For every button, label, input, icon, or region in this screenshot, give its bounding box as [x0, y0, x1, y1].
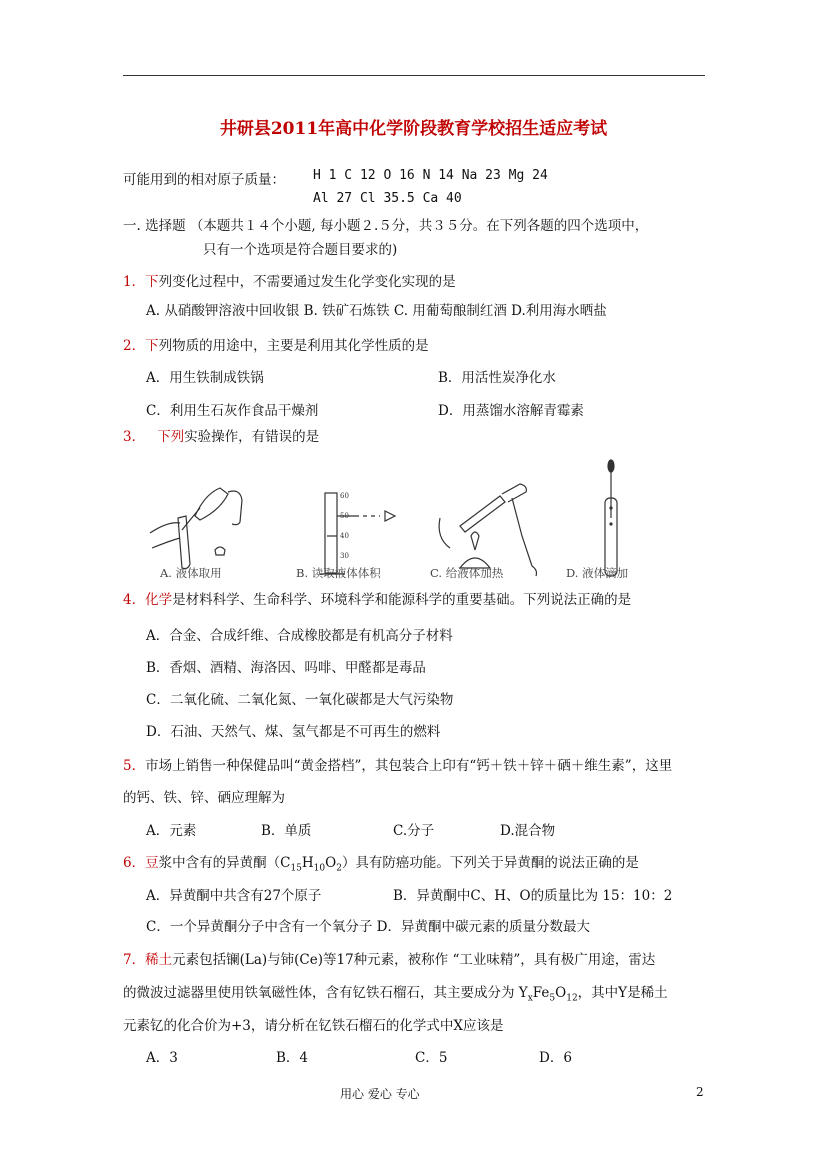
- question-1: 1．下列变化过程中，不需要通过发生化学变化实现的是: [123, 274, 456, 290]
- caption-d: D. 液体滴加: [566, 566, 629, 580]
- q7-option-c: C．5: [415, 1050, 448, 1066]
- q1-options: A. 从硝酸钾溶液中回收银 B. 铁矿石炼铁 C. 用葡萄酿制红酒 D.利用海水晒盐: [146, 303, 607, 319]
- question-2: 2．下列物质的用途中，主要是利用其化学性质的是: [123, 338, 429, 354]
- q5-option-d: D.混合物: [500, 823, 556, 839]
- caption-a: A. 液体取用: [160, 566, 222, 580]
- page-title: 井研县2011年高中化学阶段教育学校招生适应考试: [219, 119, 608, 139]
- atomic-mass-label: 可能用到的相对原子质量：: [123, 172, 285, 188]
- question-7-cont2: 元素钇的化合价为+3，请分析在钇铁石榴石的化学式中X应该是: [123, 1018, 504, 1034]
- question-5: 5．市场上销售一种保健品叫“黄金搭档”，其包装合上印有“钙＋铁＋锌＋硒＋维生素”，这里: [123, 758, 673, 774]
- figure-b-cylinder-reading: [320, 493, 395, 574]
- scale-40: 40: [340, 532, 349, 540]
- question-3: 3． 下列实验操作，有错误的是: [123, 429, 320, 445]
- q4-option-d: D．石油、天然气、煤、氢气都是不可再生的燃料: [146, 724, 441, 740]
- q7-option-a: A．3: [146, 1050, 178, 1066]
- q4-option-a: A．合金、合成纤维、合成橡胶都是有机高分子材料: [146, 628, 453, 644]
- atomic-mass-line1: H 1 C 12 O 16 N 14 Na 23 Mg 24: [313, 168, 548, 183]
- q2-option-a: A．用生铁制成铁锅: [146, 370, 264, 386]
- q2-option-c: C．利用生石灰作食品干燥剂: [146, 403, 319, 419]
- q5-option-a: A．元素: [146, 823, 197, 839]
- q6-option-cd: C．一个异黄酮分子中含有一个氧分子 D．异黄酮中碳元素的质量分数最大: [146, 919, 590, 935]
- header-rule: [123, 75, 705, 76]
- q7-option-b: B．4: [276, 1050, 309, 1066]
- scale-50: 50: [340, 512, 349, 520]
- scale-30: 30: [340, 552, 349, 560]
- scale-60: 60: [340, 492, 349, 500]
- q2-option-d: D．用蒸馏水溶解青霉素: [438, 403, 584, 419]
- figure-c-heating: [439, 484, 536, 576]
- footer-motto: 用心 爱心 专心: [340, 1087, 420, 1101]
- question-6: 6．豆浆中含有的异黄酮$(C_{15}H_{10}O_2)$具有防癌功能。下列关于异黄酮的说法正确的是: [123, 855, 639, 874]
- q4-option-c: C．二氧化硫、二氧化氮、一氧化碳都是大气污染物: [146, 692, 454, 708]
- q2-option-b: B．用活性炭净化水: [438, 370, 556, 386]
- q5-option-b: B．单质: [261, 823, 312, 839]
- q6-option-a: A．异黄酮中共含有27个原子: [146, 888, 322, 904]
- q6-option-b: B．异黄酮中C、H、O的质量比为 15：10：2: [393, 888, 673, 904]
- page-number: 2: [696, 1085, 704, 1099]
- question-4: 4．化学是材料科学、生命科学、环境科学和能源科学的重要基础。下列说法正确的是: [123, 592, 632, 608]
- question-5-cont: 的钙、铁、锌、硒应理解为: [123, 790, 285, 806]
- atomic-mass-line2: Al 27 Cl 35.5 Ca 40: [313, 191, 462, 206]
- section-title-cont: 只有一个选项是符合题目要求的): [203, 242, 398, 258]
- q7-option-d: D．6: [539, 1050, 572, 1066]
- question-7: 7．稀土元素包括镧(La)与铈(Ce)等17种元素，被称作 “工业味精”，具有极广用途，雷达: [123, 952, 656, 968]
- caption-c: C. 给液体加热: [430, 566, 504, 580]
- q4-option-b: B．香烟、酒精、海洛因、吗啡、甲醛都是毒品: [146, 660, 426, 676]
- section-title: 一. 选择题 （本题共１４个小题, 每小题２.５分，共３５分。在下列各题的四个选项中，: [123, 218, 649, 234]
- caption-b: B. 读取液体体积: [296, 566, 381, 580]
- figure-a-liquid-pouring: [150, 488, 242, 569]
- figure-d-dropping: [605, 460, 617, 576]
- q5-option-c: C.分子: [393, 823, 435, 839]
- question-7-cont: 的微波过滤器里使用铁氧磁性体，含有钇铁石榴石，其主要成分为 $Y_xFe_5O_{12}$，其中Y是稀土: [123, 985, 668, 1004]
